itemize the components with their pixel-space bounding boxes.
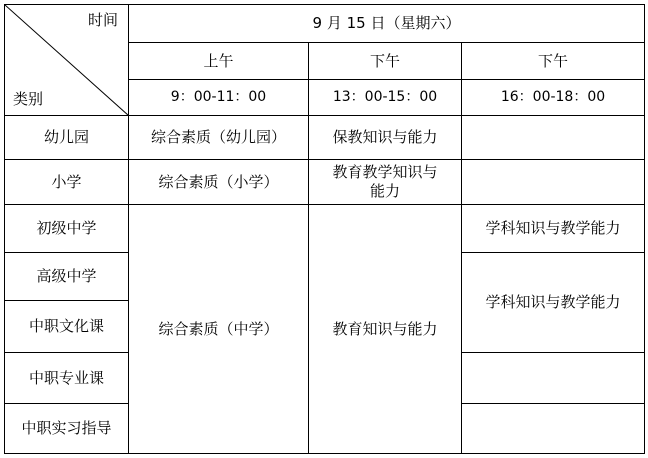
middle-session-1: 综合素质（中学） [129, 205, 309, 454]
header-corner-cell [5, 5, 129, 116]
session-3-time: 16：00-18：00 [462, 80, 645, 116]
junior-middle-session-3: 学科知识与教学能力 [462, 205, 645, 253]
session-2-period: 下午 [309, 43, 462, 80]
category-vocational-practice: 中职实习指导 [5, 404, 129, 454]
vocational-practice-session-3 [462, 404, 645, 454]
primary-session-2: 教育教学知识与能力 [309, 160, 462, 205]
middle-session-2: 教育知识与能力 [309, 205, 462, 454]
exam-schedule-table [4, 4, 645, 454]
time-label: 时间 [87, 11, 118, 29]
exam-schedule [4, 4, 645, 454]
primary-session-1: 综合素质（小学） [129, 160, 309, 205]
category-primary: 小学 [5, 160, 129, 205]
session-1-period: 上午 [129, 43, 309, 80]
date-cell: 9 月 15 日（星期六） [129, 5, 645, 43]
category-senior-middle: 高级中学 [5, 253, 129, 301]
category-vocational-major: 中职专业课 [5, 353, 129, 404]
primary-session-3 [462, 160, 645, 205]
category-junior-middle: 初级中学 [5, 205, 129, 253]
senior-middle-session-3: 学科知识与教学能力 [462, 253, 645, 353]
kindergarten-session-2: 保教知识与能力 [309, 116, 462, 160]
kindergarten-session-1: 综合素质（幼儿园） [129, 116, 309, 160]
session-1-time: 9：00-11：00 [129, 80, 309, 116]
session-2-time: 13：00-15：00 [309, 80, 462, 116]
category-vocational-culture: 中职文化课 [5, 301, 129, 353]
vocational-major-session-3 [462, 353, 645, 404]
category-kindergarten: 幼儿园 [5, 116, 129, 160]
kindergarten-session-3 [462, 116, 645, 160]
category-label: 类别 [13, 90, 44, 108]
session-3-period: 下午 [462, 43, 645, 80]
